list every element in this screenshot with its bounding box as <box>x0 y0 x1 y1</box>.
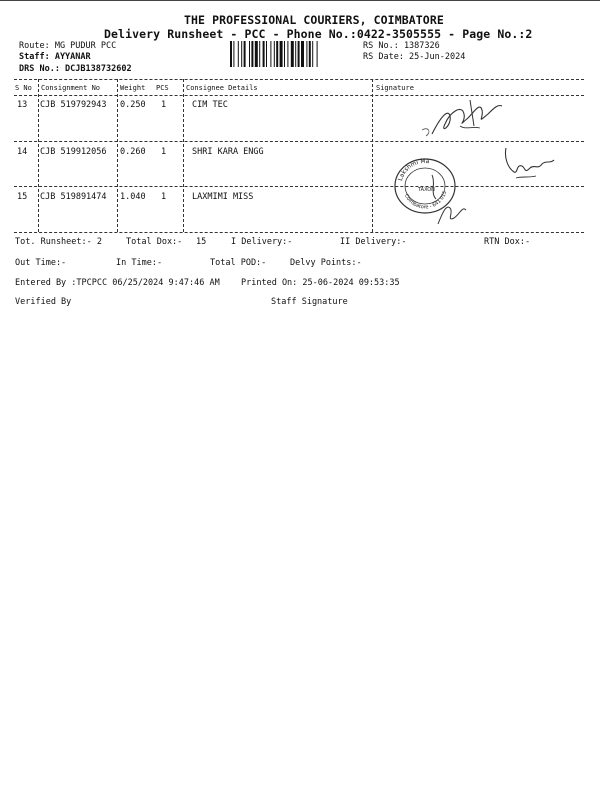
column-divider <box>183 79 184 232</box>
barcode-bar <box>312 41 313 67</box>
staff-label: Staff: AYYANAR <box>19 52 91 62</box>
row-consignment: CJB 519912056 <box>40 147 107 157</box>
total-dox-value: 15 <box>196 237 207 247</box>
entered-by: Entered By :TPCPCC 06/25/2024 9:47:46 AM <box>15 278 220 288</box>
stamp-text-bottom: Coimbatore - 641 015 <box>402 190 449 211</box>
barcode-bar <box>230 41 232 67</box>
column-divider <box>372 79 373 232</box>
barcode-bar <box>238 41 239 67</box>
barcode-bar <box>274 41 275 67</box>
row-pcs: 1 <box>161 192 167 202</box>
barcode-bar <box>251 41 253 67</box>
barcode-bar <box>317 41 318 67</box>
runsheet-subtitle: Delivery Runsheet - PCC - Phone No.:0422-3505555 - Page No.:2 <box>104 27 533 41</box>
barcode-bar <box>259 41 260 67</box>
barcode-bar <box>298 41 300 67</box>
barcode-bar <box>306 41 307 67</box>
table-top-rule <box>14 79 584 80</box>
out-time-label: Out Time:- <box>15 258 67 268</box>
rtn-dox-label: RTN Dox:- <box>484 237 531 247</box>
company-stamp <box>392 155 458 215</box>
row-sno: 15 <box>17 192 28 202</box>
barcode-bar <box>309 41 311 67</box>
table-bottom-rule <box>14 232 584 233</box>
row-sno: 14 <box>17 147 28 157</box>
company-title: THE PROFESSIONAL COURIERS, COIMBATORE <box>184 13 444 27</box>
barcode-image <box>230 41 354 67</box>
column-divider <box>38 79 39 232</box>
svg-text:Lakshmi Ma <box>397 158 430 182</box>
col-header-consignment: Consignment No <box>41 84 101 92</box>
barcode-bar <box>295 41 296 67</box>
row-consignment: CJB 519891474 <box>40 192 107 202</box>
row-sno: 13 <box>17 100 28 110</box>
staff-signature: Staff Signature <box>271 297 348 307</box>
barcode-bar <box>255 41 258 67</box>
signature-row-13 <box>410 96 530 142</box>
row-consignment: CJB 519792943 <box>40 100 107 110</box>
signature-row-14 <box>498 142 560 186</box>
barcode-bar <box>270 41 271 67</box>
rs-date: RS Date: 25-Jun-2024 <box>363 52 466 62</box>
total-pod-label: Total POD:- <box>210 258 267 268</box>
row-weight: 0.250 <box>120 100 146 110</box>
barcode-bar <box>291 41 294 67</box>
printed-on: Printed On: 25-06-2024 09:53:35 <box>241 278 400 288</box>
barcode-bar <box>244 41 246 67</box>
row-weight: 1.040 <box>120 192 146 202</box>
barcode-bar <box>249 41 250 67</box>
col-header-signature: Signature <box>376 84 414 92</box>
barcode-bar <box>301 41 304 67</box>
barcode-bar <box>266 41 267 67</box>
col-header-pcs: PCS <box>156 84 169 92</box>
row-consignee: CIM TEC <box>192 100 228 110</box>
svg-text:Coimbatore - 641 015 <box>403 190 448 210</box>
ii-delivery-label: II Delivery:- <box>340 237 407 247</box>
delvy-points-label: Delvy Points:- <box>290 258 362 268</box>
col-header-weight: Weight <box>120 84 146 92</box>
row-pcs: 1 <box>161 147 167 157</box>
barcode-bar <box>241 41 242 67</box>
route-label: Route: MG PUDUR PCC <box>19 41 117 51</box>
barcode-bar <box>233 41 234 67</box>
row-consignee: SHRI KARA ENGG <box>192 147 264 157</box>
row-consignee: LAXMIMI MISS <box>192 192 254 202</box>
total-dox-label: Total Dox:- <box>126 237 183 247</box>
stamp-text-top: Lakshmi Ma <box>396 157 430 182</box>
barcode-bar <box>276 41 278 67</box>
row-divider <box>14 186 584 187</box>
row-pcs: 1 <box>161 100 167 110</box>
barcode-bar <box>263 41 265 67</box>
in-time-label: In Time:- <box>116 258 163 268</box>
barcode-bar <box>280 41 283 67</box>
column-divider <box>117 79 118 232</box>
tot-runsheet: Tot. Runsheet:- 2 <box>15 237 102 247</box>
rs-number: RS No.: 1387326 <box>363 41 440 51</box>
row-weight: 0.260 <box>120 147 146 157</box>
drs-number: DRS No.: DCJB138732602 <box>19 64 132 74</box>
barcode-bar <box>284 41 285 67</box>
col-header-consignee: Consignee Details <box>186 84 258 92</box>
page-top-edge <box>0 0 600 4</box>
verified-by: Verified By <box>15 297 72 307</box>
stamp-text-mid: TAXON <box>418 187 435 193</box>
i-delivery-label: I Delivery:- <box>231 237 293 247</box>
barcode-bar <box>287 41 288 67</box>
col-header-sno: S No <box>15 84 32 92</box>
